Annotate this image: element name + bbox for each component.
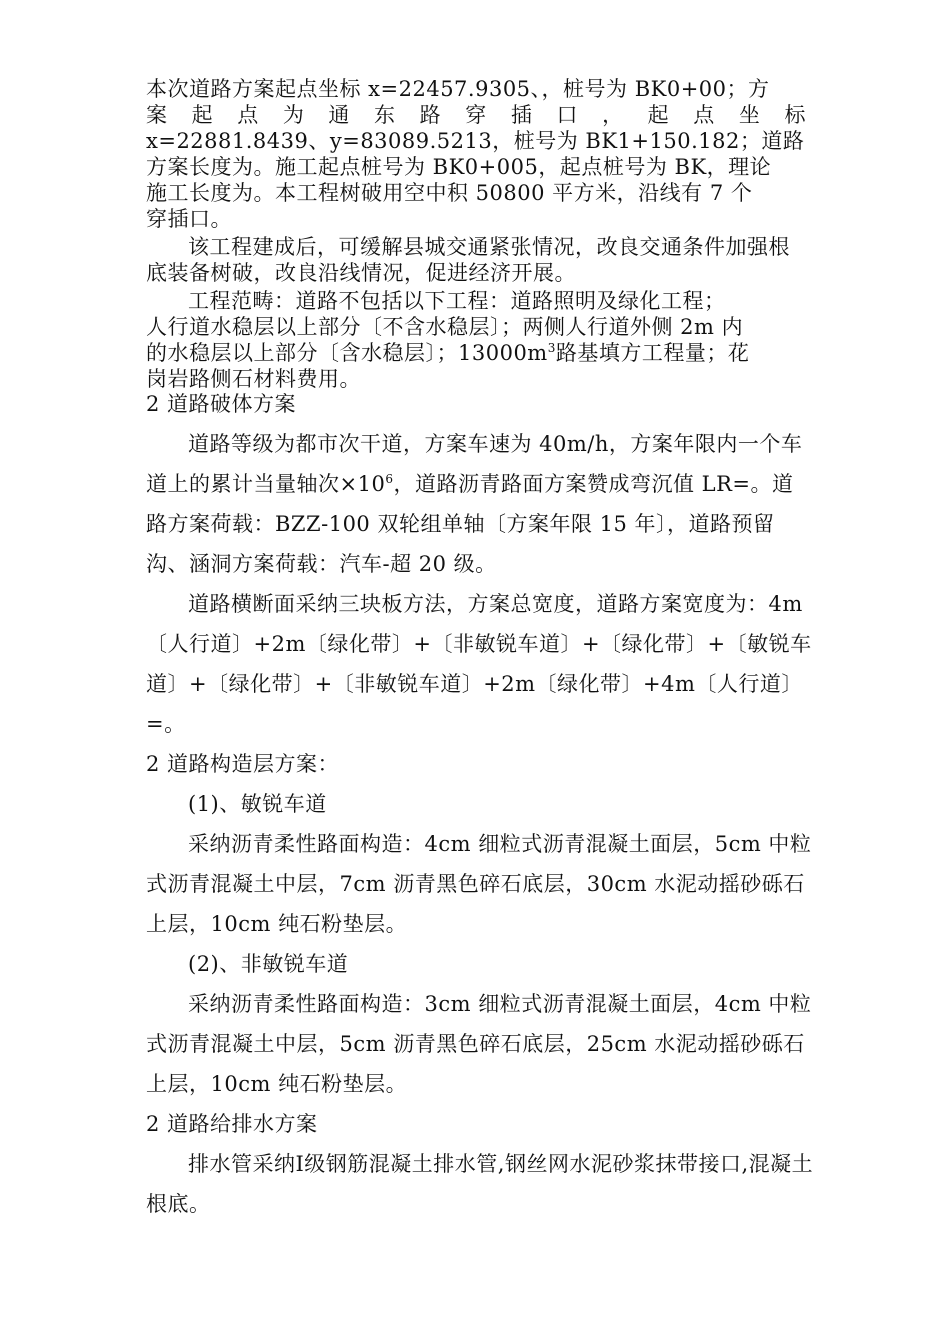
scope-line-1: 工程范畴：道路不包括以下工程：道路照明及绿化工程；	[188, 289, 726, 313]
intro-line-4: 方案长度为。施工起点桩号为 BK0+005，起点桩号为 BK，理论	[146, 155, 772, 179]
intro-paragraph-2: 该工程建成后，可缓解县城交通紧张情况，改良交通条件加强根底装备树破，改良沿线情况，促进经济开展。	[146, 235, 790, 285]
intro-section	[146, 76, 806, 392]
main-sections	[146, 384, 814, 1224]
intro-line-5: 施工长度为。本工程树破用空中积 50800 平方米，沿线有 7 个	[146, 181, 753, 205]
intro-line-3: x=22881.8439、y=83089.5213，桩号为 BK1+150.182；道路	[146, 129, 805, 153]
superscript-exponent: 6	[385, 472, 394, 486]
intro-line-2: 案 起 点 为 通 东 路 穿 插 口 ， 起 点 坐 标	[146, 103, 806, 127]
heading-road-structure: 2 道路构造层方案：	[146, 752, 340, 776]
cross-section-paragraph: 道路横断面采纳三块板方法，方案总宽度，道路方案宽度为：4m〔人行道〕+2m〔绿化带〕+〔非敏锐车道〕+〔绿化带〕+〔敏锐车道〕+〔绿化带〕+〔非敏锐车道〕+2m〔绿化带〕+4m〔人行道〕=。	[146, 592, 812, 736]
heading-drainage: 2 道路给排水方案	[146, 1112, 318, 1136]
structure-item-1-title: (1)、敏锐车道	[188, 792, 327, 816]
drainage-paragraph: 排水管采纳Ⅰ级钢筋混凝土排水管,钢丝网水泥砂浆抹带接口,混凝土根底。	[146, 1152, 814, 1216]
scope-line-2: 人行道水稳层以上部分〔不含水稳层〕；两侧人行道外侧 2m 内	[146, 315, 744, 339]
structure-item-2-body: 采纳沥青柔性路面构造：3cm 细粒式沥青混凝土面层，4cm 中粒式沥青混凝土中层，5cm 沥青黑色碎石底层，25cm 水泥动摇砂砾石上层，10cm 纯石粉垫层。	[146, 992, 812, 1096]
structure-item-1-body: 采纳沥青柔性路面构造：4cm 细粒式沥青混凝土面层，5cm 中粒式沥青混凝土中层，7cm 沥青黑色碎石底层，30cm 水泥动摇砂砾石上层，10cm 纯石粉垫层。	[146, 832, 812, 936]
road-grade-text-b: ，道路沥青路面方案赞成弯沉值 LR=。道路方案荷载：BZZ-100 双轮组单轴〔方案年限 15 年〕，道路预留沟、涵洞方案荷载：汽车-超 20 级。	[146, 472, 794, 576]
road-grade-paragraph	[146, 424, 814, 584]
scope-line-4: 岗岩路侧石材料费用。	[146, 367, 361, 391]
intro-line-6: 穿插口。	[146, 207, 232, 231]
scope-line-3	[146, 340, 806, 366]
heading-road-design: 2 道路破体方案	[146, 392, 297, 416]
superscript-cubic: 3	[547, 341, 556, 355]
scope-line-3-text-a: 的水稳层以上部分〔含水稳层〕；13000m	[146, 341, 548, 365]
structure-item-2-title: (2)、非敏锐车道	[188, 952, 349, 976]
intro-line-1: 本次道路方案起点坐标 x=22457.9305、，桩号为 BK0+00；方	[146, 77, 770, 101]
road-grade-text-a: 道路等级为都市次干道，方案车速为 40m/h，方案年限内一个车道上的累计当量轴次×10	[146, 432, 803, 496]
scope-line-3-text-b: 路基填方工程量；花	[555, 341, 750, 365]
